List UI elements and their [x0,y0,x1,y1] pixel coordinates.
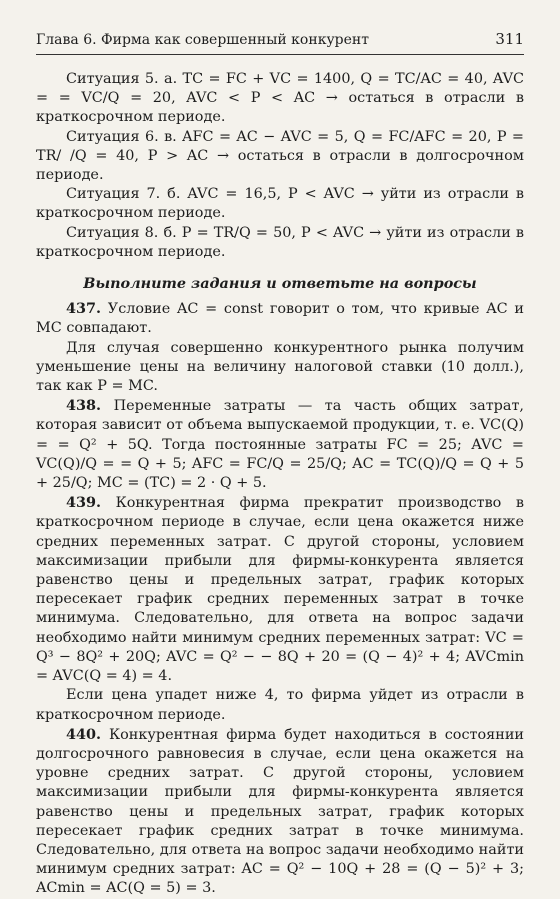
numbered-answer [36,725,524,899]
paragraph [36,224,524,262]
paragraph-text: Ситуация 6. в. AFC = AC − AVC = 5, Q = FC/AFC = 20, P = TR/ /Q = 40, P > AC → остаться в отрасли в долгосрочном периоде. [36,128,524,184]
paragraph-text: Конкурентная фирма будет находиться в состоянии долгосрочного равновесия в случае, если цена окажется на уровне средних затрат. С другой стороны, условием максимизации прибыли для фирмы-конкурента является равенство цены и предельных затрат, график которых пересекает график средних затрат в точке минимума. Следовательно, для ответа на вопрос задачи необходимо найти минимум средних затрат: AC = Q² − 10Q + 28 = (Q − 5)² + 3; ACmin = AC(Q = 5) = 3. [36,726,525,897]
paragraph-text: Условие AC = const говорит о том, что кривые AC и MC совпадают. [36,301,524,337]
paragraph-text: Для случая совершенно конкурентного рынка получим уменьшение цены на величину налоговой ставки (10 долл.), так как P = MC. [36,339,524,395]
paragraph [36,686,524,724]
running-header [36,30,524,55]
chapter-title: Глава 6. Фирма как совершенный конкурент [36,32,369,48]
paragraph [36,70,524,128]
paragraph-text: Ситуация 7. б. AVC = 16,5, P < AVC → уйти из отрасли в краткосрочном периоде. [36,186,524,222]
page-number: 311 [495,30,524,48]
page-body [36,70,524,899]
answer-number: 439. [66,494,102,512]
numbered-answer [36,493,524,686]
paragraph-text: Ситуация 5. а. TC = FC + VC = 1400, Q = TC/AC = 40, AVC = = VC/Q = 20, AVC < P < AC → остаться в отрасли в краткосрочном периоде. [36,71,524,126]
answer-number: 437. [66,300,102,318]
section-heading: Выполните задания и ответьте на вопросы [83,275,477,293]
paragraph-text: Переменные затраты — та часть общих затрат, которая зависит от объема выпускаемой продукции, т. е. VC(Q) = = Q² + 5Q. Тогда постоянные затраты FC = 25; AVC = VC(Q)/Q = = Q + 5; AFC = FC/Q = 25/Q; AC = TC(Q)/Q = Q + 5 + 25/Q; MC = (TC) = 2 · Q + 5. [36,398,524,492]
paragraph [36,128,524,186]
answer-number: 440. [66,725,102,743]
paragraph-text: Ситуация 8. б. P = TR/Q = 50, P < AVC → уйти из отрасли в краткосрочном периоде. [36,224,524,260]
numbered-answer [36,299,524,338]
numbered-answer [36,396,524,493]
paragraph [36,339,524,397]
paragraph-text: Конкурентная фирма прекратит производство в краткосрочном периоде в случае, если цена окажется ниже средних переменных затрат. С другой стороны, условием максимизации прибыли для фирмы-конкурента является равенство цены и предельных затрат, график которых пересекает график средних переменных затрат в точке минимума. Следовательно, для ответа на вопрос задачи необходимо найти минимум средних переменных затрат: VC = Q³ − 8Q² + 20Q; AVC = Q² − − 8Q + 20 = (Q − 4)² + 4; AVCmin = AVC(Q = 4) = 4. [36,495,524,685]
answer-number: 438. [66,397,102,415]
paragraph [36,185,524,223]
paragraph-text: Если цена упадет ниже 4, то фирма уйдет из отрасли в краткосрочном периоде. [36,687,524,723]
